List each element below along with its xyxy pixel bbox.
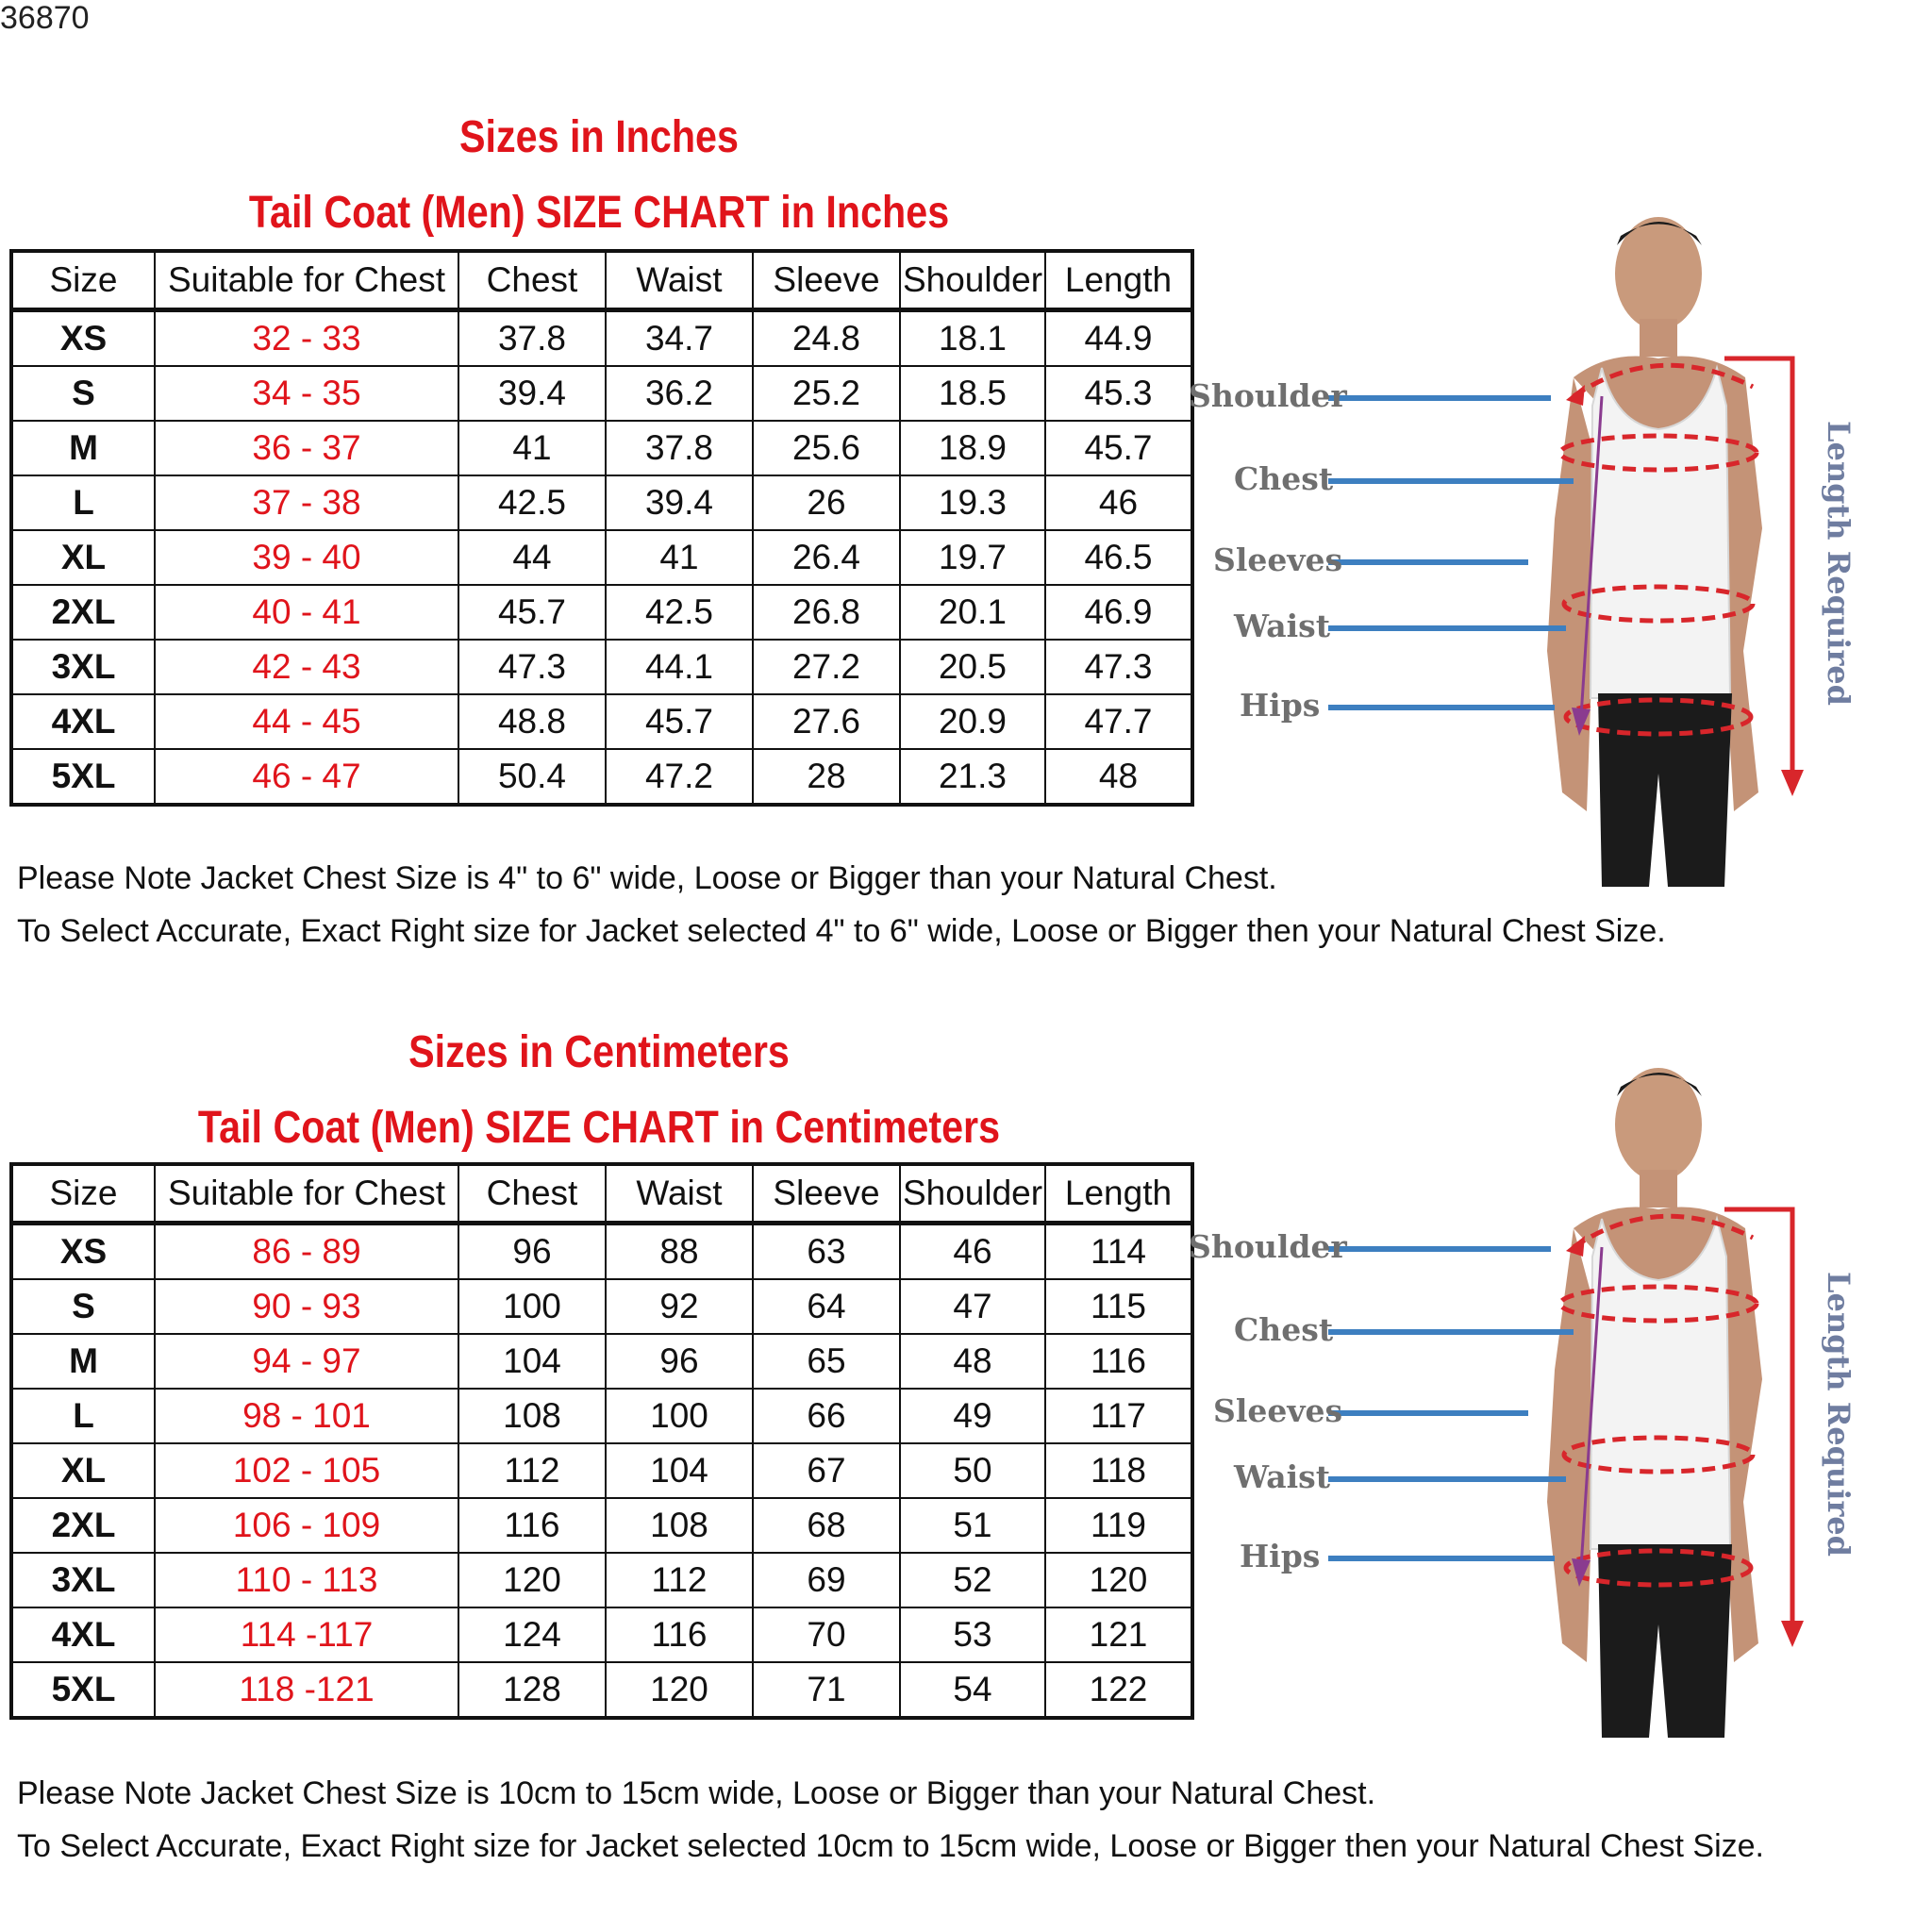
size-cell: S — [11, 366, 155, 421]
measurement-cell: 45.7 — [458, 585, 606, 640]
measurement-cell: 37.8 — [458, 310, 606, 367]
measurement-cell: 88 — [606, 1224, 753, 1280]
product-id: 36870 — [0, 0, 90, 36]
chest-range-cell: 86 - 89 — [155, 1224, 458, 1280]
measurement-cell: 36.2 — [606, 366, 753, 421]
measurement-cell: 112 — [606, 1553, 753, 1607]
size-cell: L — [11, 1389, 155, 1443]
column-header: Size — [11, 1164, 155, 1224]
size-cell: 4XL — [11, 1607, 155, 1662]
measurement-cell: 49 — [900, 1389, 1045, 1443]
measurement-cell: 27.6 — [753, 694, 900, 749]
measurement-cell: 47.7 — [1045, 694, 1192, 749]
table-row — [11, 1224, 1192, 1280]
table-row — [11, 475, 1192, 530]
column-header: Chest — [458, 251, 606, 310]
chest-range-cell: 36 - 37 — [155, 421, 458, 475]
measurement-cell: 96 — [606, 1334, 753, 1389]
size-cell: 3XL — [11, 1553, 155, 1607]
table-row — [11, 1279, 1192, 1334]
size-cell: XS — [11, 1224, 155, 1280]
size-cell: 4XL — [11, 694, 155, 749]
inches-note-2: To Select Accurate, Exact Right size for Jacket selected 4" to 6" wide, Loose or Bigger then your Natural Chest Size. — [17, 913, 1666, 949]
size-cell: XS — [11, 310, 155, 367]
table-row — [11, 1607, 1192, 1662]
chest-range-cell: 32 - 33 — [155, 310, 458, 367]
measurement-cell: 121 — [1045, 1607, 1192, 1662]
measurement-cell: 25.6 — [753, 421, 900, 475]
measurement-cell: 34.7 — [606, 310, 753, 367]
measurement-cell: 48.8 — [458, 694, 606, 749]
table-row — [11, 1553, 1192, 1607]
measure-label-sleeves: Sleeves — [1213, 1392, 1343, 1429]
chest-range-cell: 102 - 105 — [155, 1443, 458, 1498]
measurement-cell: 96 — [458, 1224, 606, 1280]
table-row — [11, 1443, 1192, 1498]
measurement-cell: 116 — [1045, 1334, 1192, 1389]
inches-title: Tail Coat (Men) SIZE CHART in Inches — [248, 188, 950, 238]
measurement-cell: 44.1 — [606, 640, 753, 694]
size-cell: L — [11, 475, 155, 530]
measure-label-chest: Chest — [1234, 1311, 1334, 1348]
column-header: Waist — [606, 1164, 753, 1224]
inches-note-1: Please Note Jacket Chest Size is 4" to 6" wide, Loose or Bigger than your Natural Chest. — [17, 860, 1277, 896]
measurement-cell: 68 — [753, 1498, 900, 1553]
measurement-cell: 47 — [900, 1279, 1045, 1334]
measurement-cell: 100 — [458, 1279, 606, 1334]
model-illustration — [1547, 217, 1762, 887]
size-cell: 2XL — [11, 1498, 155, 1553]
table-row — [11, 530, 1192, 585]
size-cell: 5XL — [11, 749, 155, 805]
measurement-cell: 118 — [1045, 1443, 1192, 1498]
measurement-cell: 47.3 — [1045, 640, 1192, 694]
column-header: Waist — [606, 251, 753, 310]
cm-heading: Sizes in Centimeters — [408, 1027, 790, 1077]
measurement-cell: 108 — [606, 1498, 753, 1553]
measurement-cell: 39.4 — [458, 366, 606, 421]
table-header-row — [11, 1164, 1192, 1224]
chest-range-cell: 94 - 97 — [155, 1334, 458, 1389]
measure-label-sleeves: Sleeves — [1213, 541, 1343, 578]
measurement-cell: 116 — [606, 1607, 753, 1662]
column-header: Sleeve — [753, 251, 900, 310]
measure-label-chest: Chest — [1234, 460, 1334, 497]
measurement-cell: 70 — [753, 1607, 900, 1662]
measurement-cell: 117 — [1045, 1389, 1192, 1443]
cm-note-2: To Select Accurate, Exact Right size for Jacket selected 10cm to 15cm wide, Loose or Bigger then your Natural Chest Size. — [17, 1828, 1765, 1864]
measurement-cell: 54 — [900, 1662, 1045, 1718]
column-header: Length — [1045, 1164, 1192, 1224]
measurement-cell: 104 — [606, 1443, 753, 1498]
measurement-cell: 24.8 — [753, 310, 900, 367]
table-row — [11, 421, 1192, 475]
measure-label-hips: Hips — [1240, 1538, 1321, 1574]
measurement-cell: 46 — [900, 1224, 1045, 1280]
column-header: Shoulder — [900, 251, 1045, 310]
measurement-cell: 66 — [753, 1389, 900, 1443]
chest-range-cell: 106 - 109 — [155, 1498, 458, 1553]
measurement-cell: 42.5 — [606, 585, 753, 640]
chest-range-cell: 34 - 35 — [155, 366, 458, 421]
chest-range-cell: 39 - 40 — [155, 530, 458, 585]
table-row — [11, 366, 1192, 421]
size-cell: 3XL — [11, 640, 155, 694]
model-illustration — [1547, 1068, 1762, 1738]
measurement-cell: 120 — [458, 1553, 606, 1607]
size-cell: XL — [11, 1443, 155, 1498]
measurement-cell: 44 — [458, 530, 606, 585]
column-header: Sleeve — [753, 1164, 900, 1224]
measurement-cell: 18.1 — [900, 310, 1045, 367]
measurement-cell: 20.9 — [900, 694, 1045, 749]
cm-note-1: Please Note Jacket Chest Size is 10cm to 15cm wide, Loose or Bigger than your Natural Chest. — [17, 1775, 1376, 1811]
size-cell: 2XL — [11, 585, 155, 640]
chest-range-cell: 37 - 38 — [155, 475, 458, 530]
measurement-cell: 18.5 — [900, 366, 1045, 421]
measurement-cell: 20.1 — [900, 585, 1045, 640]
measurement-cell: 108 — [458, 1389, 606, 1443]
length-required-label: Length Required — [1821, 421, 1857, 707]
size-cell: M — [11, 1334, 155, 1389]
column-header: Size — [11, 251, 155, 310]
measurement-cell: 25.2 — [753, 366, 900, 421]
measurement-cell: 128 — [458, 1662, 606, 1718]
measurement-cell: 45.3 — [1045, 366, 1192, 421]
size-cell: M — [11, 421, 155, 475]
chest-range-cell: 90 - 93 — [155, 1279, 458, 1334]
measurement-cell: 114 — [1045, 1224, 1192, 1280]
measurement-cell: 50.4 — [458, 749, 606, 805]
size-table-inches — [9, 249, 1194, 807]
measurement-cell: 116 — [458, 1498, 606, 1553]
measurement-guide-figure — [1189, 1058, 1932, 1738]
measurement-cell: 46.5 — [1045, 530, 1192, 585]
chest-range-cell: 40 - 41 — [155, 585, 458, 640]
measurement-cell: 46.9 — [1045, 585, 1192, 640]
measurement-cell: 92 — [606, 1279, 753, 1334]
measurement-cell: 100 — [606, 1389, 753, 1443]
measurement-cell: 50 — [900, 1443, 1045, 1498]
measurement-cell: 122 — [1045, 1662, 1192, 1718]
measurement-cell: 52 — [900, 1553, 1045, 1607]
column-header: Chest — [458, 1164, 606, 1224]
table-row — [11, 640, 1192, 694]
measurement-cell: 41 — [458, 421, 606, 475]
measurement-cell: 19.7 — [900, 530, 1045, 585]
column-header: Length — [1045, 251, 1192, 310]
table-header-row — [11, 251, 1192, 310]
measurement-cell: 119 — [1045, 1498, 1192, 1553]
column-header: Suitable for Chest — [155, 251, 458, 310]
measurement-cell: 120 — [606, 1662, 753, 1718]
chest-range-cell: 98 - 101 — [155, 1389, 458, 1443]
chest-range-cell: 110 - 113 — [155, 1553, 458, 1607]
measurement-cell: 47.2 — [606, 749, 753, 805]
measure-label-hips: Hips — [1240, 687, 1321, 724]
measurement-cell: 71 — [753, 1662, 900, 1718]
table-row — [11, 1389, 1192, 1443]
cm-title: Tail Coat (Men) SIZE CHART in Centimeters — [197, 1103, 1001, 1153]
measurement-cell: 28 — [753, 749, 900, 805]
measurement-cell: 104 — [458, 1334, 606, 1389]
chest-range-cell: 44 - 45 — [155, 694, 458, 749]
measurement-cell: 120 — [1045, 1553, 1192, 1607]
measurement-cell: 27.2 — [753, 640, 900, 694]
measurement-cell: 37.8 — [606, 421, 753, 475]
measurement-cell: 42.5 — [458, 475, 606, 530]
table-row — [11, 1498, 1192, 1553]
table-row — [11, 749, 1192, 805]
size-cell: 5XL — [11, 1662, 155, 1718]
measurement-cell: 39.4 — [606, 475, 753, 530]
column-header: Shoulder — [900, 1164, 1045, 1224]
measure-label-shoulder: Shoulder — [1189, 377, 1347, 414]
chest-range-cell: 42 - 43 — [155, 640, 458, 694]
measurement-cell: 46 — [1045, 475, 1192, 530]
measurement-cell: 112 — [458, 1443, 606, 1498]
measurement-cell: 21.3 — [900, 749, 1045, 805]
column-header: Suitable for Chest — [155, 1164, 458, 1224]
measurement-cell: 26.8 — [753, 585, 900, 640]
measurement-cell: 44.9 — [1045, 310, 1192, 367]
table-row — [11, 694, 1192, 749]
measurement-guide-figure — [1189, 208, 1932, 887]
measurement-cell: 67 — [753, 1443, 900, 1498]
size-cell: S — [11, 1279, 155, 1334]
measure-label-waist: Waist — [1234, 1458, 1330, 1495]
measurement-cell: 65 — [753, 1334, 900, 1389]
table-row — [11, 1662, 1192, 1718]
measurement-cell: 64 — [753, 1279, 900, 1334]
measurement-cell: 53 — [900, 1607, 1045, 1662]
table-row — [11, 310, 1192, 367]
measurement-cell: 47.3 — [458, 640, 606, 694]
measurement-cell: 48 — [900, 1334, 1045, 1389]
size-table-centimeters — [9, 1162, 1194, 1720]
length-required-label: Length Required — [1821, 1272, 1857, 1557]
measurement-cell: 20.5 — [900, 640, 1045, 694]
chest-range-cell: 46 - 47 — [155, 749, 458, 805]
measurement-cell: 45.7 — [606, 694, 753, 749]
measure-label-waist: Waist — [1234, 608, 1330, 644]
measurement-cell: 48 — [1045, 749, 1192, 805]
measurement-cell: 69 — [753, 1553, 900, 1607]
measurement-cell: 26.4 — [753, 530, 900, 585]
table-row — [11, 1334, 1192, 1389]
measurement-cell: 115 — [1045, 1279, 1192, 1334]
measurement-cell: 51 — [900, 1498, 1045, 1553]
measurement-cell: 26 — [753, 475, 900, 530]
inches-heading: Sizes in Inches — [459, 112, 739, 162]
measurement-cell: 18.9 — [900, 421, 1045, 475]
chest-range-cell: 114 -117 — [155, 1607, 458, 1662]
measurement-cell: 19.3 — [900, 475, 1045, 530]
table-row — [11, 585, 1192, 640]
measure-label-shoulder: Shoulder — [1189, 1228, 1347, 1265]
chest-range-cell: 118 -121 — [155, 1662, 458, 1718]
size-cell: XL — [11, 530, 155, 585]
measurement-cell: 41 — [606, 530, 753, 585]
measurement-cell: 63 — [753, 1224, 900, 1280]
measurement-cell: 45.7 — [1045, 421, 1192, 475]
measurement-cell: 124 — [458, 1607, 606, 1662]
